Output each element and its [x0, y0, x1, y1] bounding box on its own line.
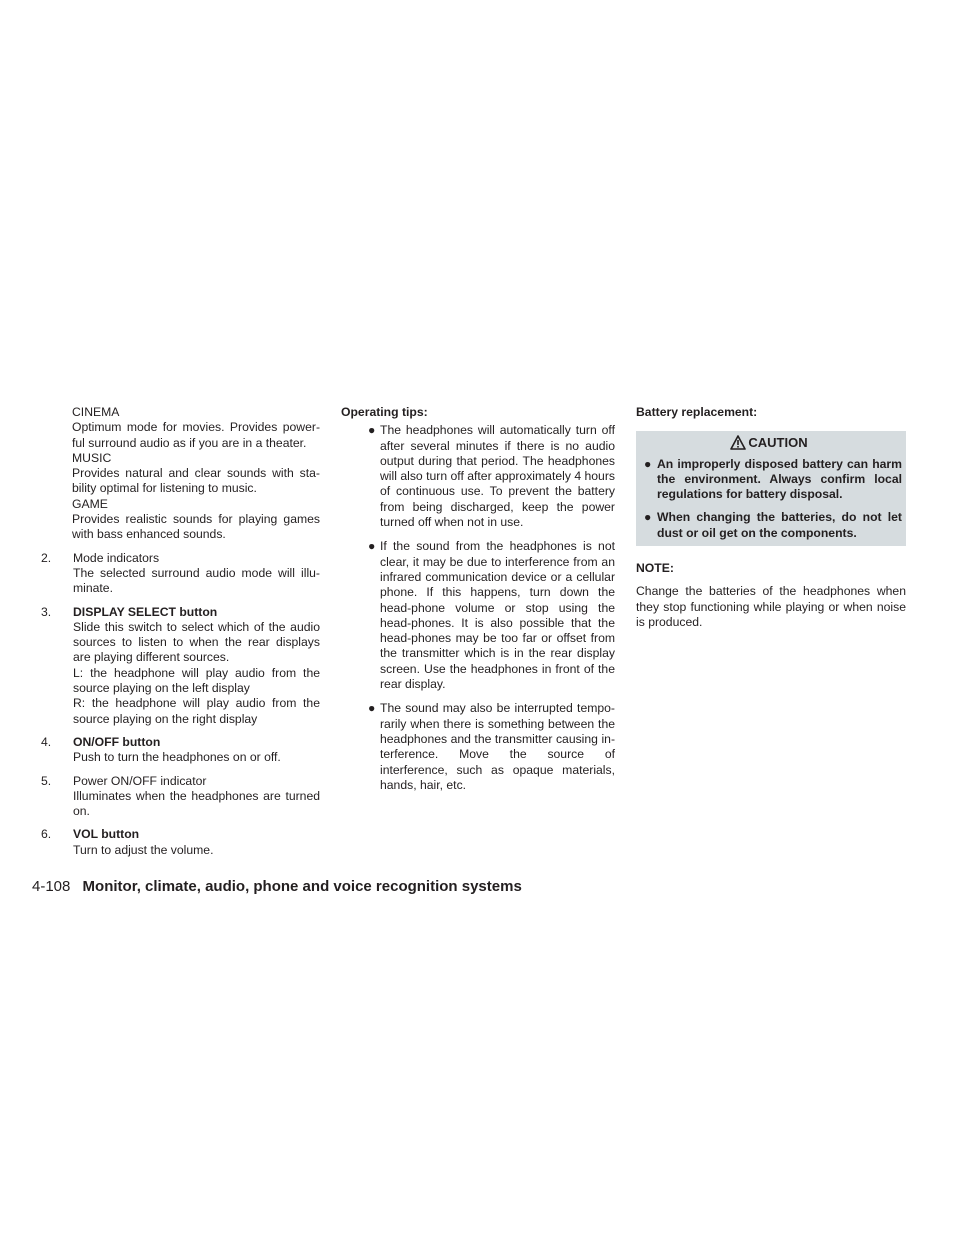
- item-text: R: the headphone will play audio from the source playing on the right display: [73, 696, 320, 726]
- list-item: [32, 605, 320, 727]
- mode-name: MUSIC: [72, 450, 112, 465]
- item-number: 3.: [41, 604, 52, 619]
- warning-triangle-icon: [730, 435, 746, 450]
- item-text: Slide this switch to select which of the audio sources to listen to when the rear displays are playing different sources.: [73, 619, 320, 665]
- caution-label: CAUTION: [748, 435, 808, 451]
- caution-text: An improperly disposed battery can harm the environment. Always confirm local regulations for battery disposal.: [657, 456, 902, 502]
- caution-item: [636, 457, 902, 503]
- mode-description: Optimum mode for movies. Provides power-ful surround audio as if you are in a theater.: [72, 420, 320, 450]
- item-text: Illuminates when the headphones are turned on.: [73, 788, 320, 819]
- tip-text: The headphones will automatically turn off after several minutes if there is no audio output during that period. The headphones will also turn off after approximately 4 hours of continuous use. To prevent the battery from being discharged, keep the power turned off when not in use.: [380, 423, 615, 530]
- tip-text: The sound may also be interrupted tempo-rarily when there is something between the headphones and the transmitter causing in-terference. Move the source of interference, such as opaque materials, hands, hair, etc.: [380, 701, 615, 792]
- caution-item: [636, 510, 902, 541]
- item-number: 4.: [41, 734, 52, 749]
- item-title: ON/OFF button: [73, 734, 161, 749]
- caution-box: [636, 431, 906, 546]
- right-column: [636, 405, 906, 630]
- caution-title: [636, 435, 902, 450]
- note-text: Change the batteries of the headphones when they stop functioning while playing or when noise is produced.: [636, 584, 906, 629]
- page-number: 4-108: [32, 878, 71, 895]
- mode-description: Provides natural and clear sounds with sta-bility optimal for listening to music.: [72, 466, 320, 496]
- bullet-icon: ●: [368, 423, 376, 438]
- list-item: [32, 551, 320, 597]
- mode-list: [32, 405, 320, 543]
- item-title: Mode indicators: [73, 550, 160, 565]
- mode-name: GAME: [72, 496, 108, 511]
- tips-list: [341, 423, 615, 793]
- bullet-icon: ●: [368, 701, 376, 716]
- list-item: [32, 735, 320, 766]
- item-text: L: the headphone will play audio from the source playing on the left display: [73, 665, 320, 696]
- list-item: [32, 774, 320, 820]
- mode-name: CINEMA: [72, 405, 120, 419]
- list-item: [341, 539, 615, 692]
- item-number: 2.: [41, 550, 52, 565]
- section-heading: Battery replacement:: [636, 405, 758, 419]
- item-number: 5.: [41, 773, 52, 788]
- bullet-icon: ●: [644, 456, 652, 471]
- section-title: Monitor, climate, audio, phone and voice recognition systems: [82, 878, 522, 895]
- list-item: [32, 827, 320, 858]
- middle-column: [341, 405, 615, 802]
- item-text: Turn to adjust the volume.: [73, 842, 214, 857]
- list-item: [341, 701, 615, 793]
- caution-text: When changing the batteries, do not let dust or oil get on the components.: [657, 510, 902, 540]
- note-heading: NOTE:: [636, 561, 674, 576]
- section-heading: Operating tips:: [341, 405, 428, 419]
- bullet-icon: ●: [368, 539, 376, 554]
- mode-description: Provides realistic sounds for playing games with bass enhanced sounds.: [72, 512, 320, 542]
- item-title: VOL button: [73, 827, 140, 842]
- item-title: DISPLAY SELECT button: [73, 604, 218, 619]
- left-column: [32, 405, 320, 858]
- item-number: 6.: [41, 827, 52, 842]
- list-item: [341, 423, 615, 530]
- item-text: The selected surround audio mode will illu-minate.: [73, 565, 320, 596]
- item-title: Power ON/OFF indicator: [73, 773, 207, 788]
- item-text: Push to turn the headphones on or off.: [73, 750, 281, 765]
- page-footer: [32, 878, 522, 896]
- tip-text: If the sound from the headphones is not clear, it may be due to interference from an infrared communication device or a cellular phone. If this happens, turn down the head-phone volume or stop using the head-phones. It is also possible that the head-phones may be too far or offset from the transmitter which is in the rear display screen. Use the headphones in front of the rear display.: [380, 539, 615, 692]
- bullet-icon: ●: [644, 510, 652, 525]
